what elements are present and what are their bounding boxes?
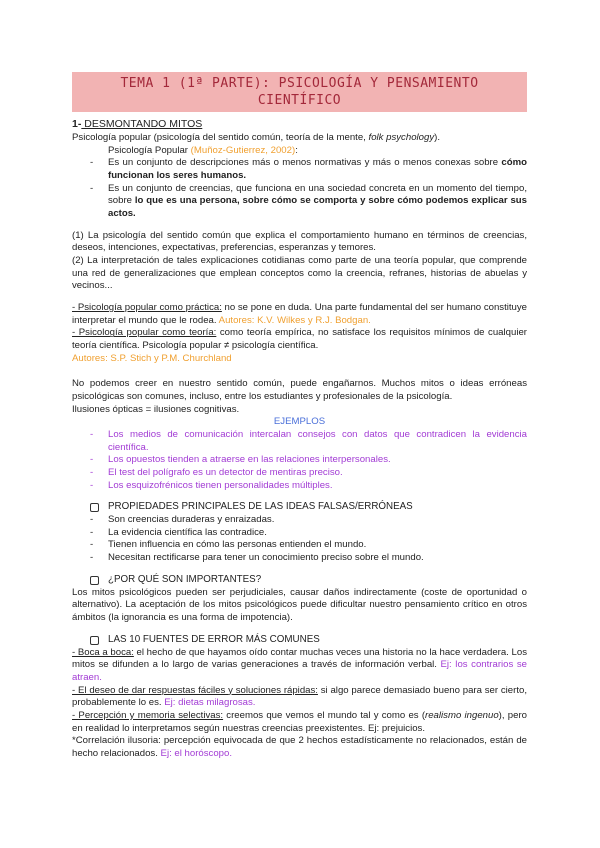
checkbox-icon[interactable] bbox=[90, 503, 99, 512]
list-item: - Es un conjunto de creencias, que funciona en una sociedad concreta en un momento del tiempo, sobre lo que es una persona, sobre cómo se comporta y sobre cómo podemos explicar sus actos. bbox=[72, 183, 527, 221]
list-item: - El test del polígrafo es un detector de mentiras preciso. bbox=[72, 467, 527, 480]
pp-definitions bbox=[72, 157, 527, 220]
fuente-boca-a-boca: - Boca a boca: el hecho de que hayamos oído contar muchas veces una historia no la hace verdadera. Los mitos se difunden a lo largo de varias generaciones a través de información verbal. Ej: los contrarios se atraen. bbox=[72, 646, 527, 683]
checkbox-icon[interactable] bbox=[90, 636, 99, 645]
ejemplos-list bbox=[72, 429, 527, 492]
paragraph-2: (2) La interpretación de tales explicaciones cotidianas como parte de una teoría popular, que comprende una red de generalizaciones que emplean conceptos como la creencia, refranes, historias de abuelas y vecinos... bbox=[72, 255, 527, 292]
list-item: - Los opuestos tienden a atraerse en las relaciones interpersonales. bbox=[72, 454, 527, 467]
paragraph-3: No podemos creer en nuestro sentido común, puede engañarnos. Muchos mitos o ideas erróneas psicológicas son comunes, incluso, entre los estudiantes y profesionales de la psicología. bbox=[72, 378, 527, 402]
list-item: - Es un conjunto de descripciones más o menos normativas y más o menos conexas sobre cómo funcionan los seres humanos. bbox=[72, 157, 527, 182]
list-item: - Necesitan rectificarse para tener un conocimiento preciso sobre el mundo. bbox=[72, 552, 527, 565]
paragraph-1: (1) La psicología del sentido común que explica el comportamiento humano en términos de creencias, deseos, intenciones, expectativas, preferencias, esperanzas y temores. bbox=[72, 229, 527, 254]
list-item: - Son creencias duraderas y enraizadas. bbox=[72, 514, 527, 527]
fuente-respuestas-faciles: - El deseo de dar respuestas fáciles y soluciones rápidas: si algo parece demasiado bueno para ser cierto, probablemente lo es. Ej: dietas milagrosas. bbox=[72, 684, 527, 709]
fuentes-heading: LAS 10 FUENTES DE ERROR MÁS COMUNES bbox=[72, 634, 527, 647]
section-heading: 1- DESMONTANDO MITOS bbox=[72, 118, 203, 131]
list-item: - Los medios de comunicación intercalan consejos con datos que contradicen la evidencia científica. bbox=[72, 429, 527, 454]
teoria-authors: Autores: S.P. Stich y P.M. Churchland bbox=[72, 352, 232, 364]
propiedades-list bbox=[72, 514, 527, 565]
list-item: - Tienen influencia en cómo las personas entienden el mundo. bbox=[72, 539, 527, 552]
page-title: TEMA 1 (1ª PARTE): PSICOLOGÍA Y PENSAMIENTO CIENTÍFICO bbox=[72, 72, 527, 112]
fuente-correlacion-ilusoria: *Correlación ilusoria: percepción equivocada de que 2 hechos estadísticamente no relacionados, están de hecho relacionados. Ej: el horóscopo. bbox=[72, 735, 528, 759]
fuente-percepcion-selectiva: - Percepción y memoria selectivas: creemos que vemos el mundo tal y como es (realismo ingenuo), pero en realidad lo interpretamos según nuestras creencias preexistentes. Ej: prejuicios. bbox=[72, 709, 527, 734]
practica-paragraph: - Psicología popular como práctica: no se pone en duda. Una parte fundamental del ser humano constituye interpretar el mundo que le rodea. Autores: K.V. Wilkes y R.J. Bodgan. bbox=[72, 302, 528, 326]
document-page bbox=[72, 72, 527, 761]
teoria-paragraph: - Psicología popular como teoría: como teoría empírica, no satisface los requisitos mínimos de cualquier teoría científica. Psicología popular ≠ psicología científica. bbox=[72, 327, 527, 352]
checkbox-icon[interactable] bbox=[90, 576, 99, 585]
importantes-paragraph: Los mitos psicológicos pueden ser perjudiciales, causar daños indirectamente (coste de oportunidad o alternativo). La aceptación de los mitos psicológicos puede dificultar nuestro pensamiento crítico en otros ámbitos (la ignorancia es una forma de impotencia). bbox=[72, 586, 527, 624]
list-item: - Los esquizofrénicos tienen personalidades múltiples. bbox=[72, 480, 527, 493]
list-item: - La evidencia científica las contradice. bbox=[72, 527, 527, 540]
intro-line: Psicología popular (psicología del sentido común, teoría de la mente, folk psychology). bbox=[72, 132, 440, 144]
ejemplos-heading: EJEMPLOS bbox=[273, 416, 326, 428]
ilusiones-line: Ilusiones ópticas = ilusiones cognitivas. bbox=[72, 403, 240, 415]
propiedades-heading: PROPIEDADES PRINCIPALES DE LAS IDEAS FALSAS/ERRÓNEAS bbox=[72, 501, 527, 514]
pp-label: Psicología Popular (Muñoz-Gutierrez, 2002): bbox=[108, 144, 298, 156]
importantes-heading: ¿POR QUÉ SON IMPORTANTES? bbox=[72, 574, 527, 587]
